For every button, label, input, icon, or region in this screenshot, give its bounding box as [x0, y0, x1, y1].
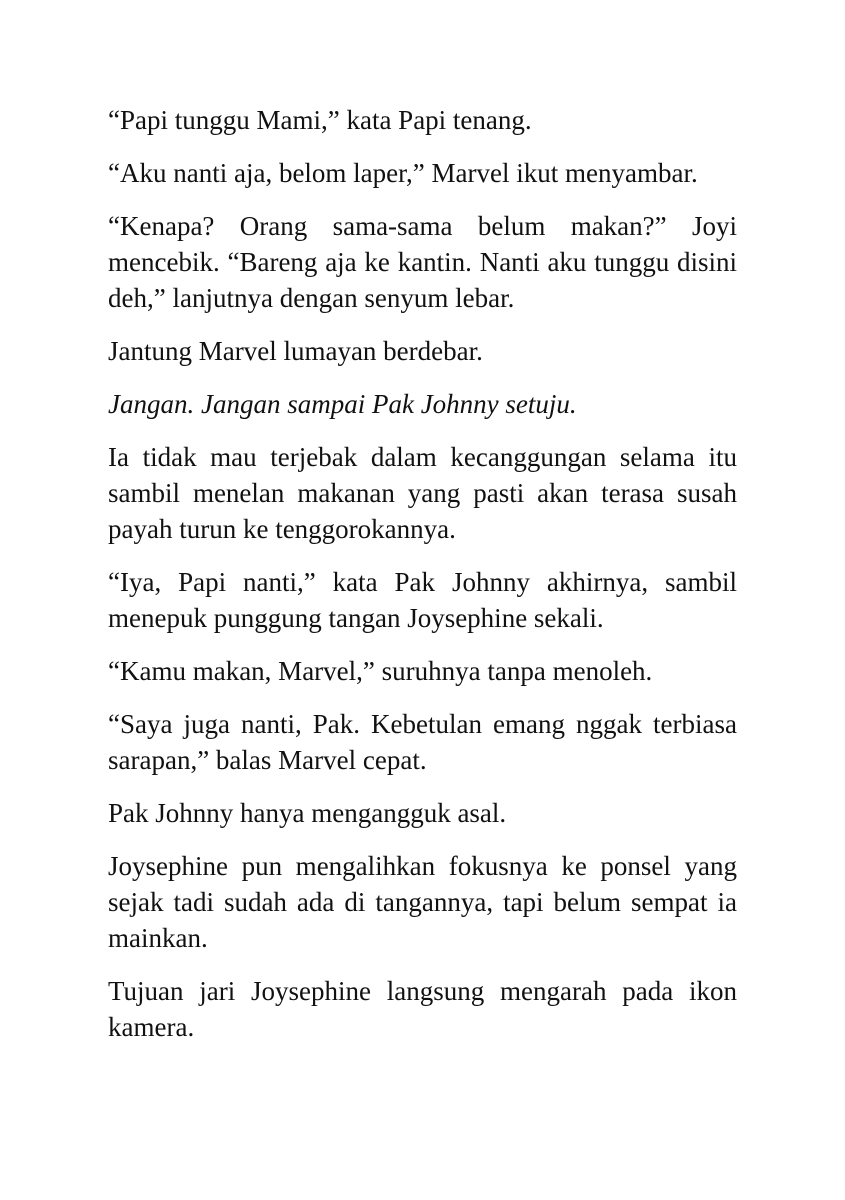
paragraph-6: Ia tidak mau terjebak dalam kecanggungan selama itu sambil menelan makanan yang pasti akan terasa susah payah turun ke tenggorokannya.	[108, 442, 737, 544]
paragraph-2: “Aku nanti aja, belom laper,” Marvel ikut menyambar.	[108, 158, 698, 188]
paragraph-5-italic-thought: Jangan. Jangan sampai Pak Johnny setuju.	[108, 389, 577, 419]
paragraph-12: Tujuan jari Joysephine langsung mengarah pada ikon kamera.	[108, 976, 737, 1042]
paragraph-7: “Iya, Papi nanti,” kata Pak Johnny akhirnya, sambil menepuk punggung tangan Joysephine sekali.	[108, 567, 737, 633]
paragraph-1: “Papi tunggu Mami,” kata Papi tenang.	[108, 105, 532, 135]
paragraph-11: Joysephine pun mengalihkan fokusnya ke ponsel yang sejak tadi sudah ada di tangannya, tapi belum sempat ia mainkan.	[108, 851, 737, 953]
paragraph-4: Jantung Marvel lumayan berdebar.	[108, 336, 483, 366]
paragraph-3: “Kenapa? Orang sama-sama belum makan?” Joyi mencebik. “Bareng aja ke kantin. Nanti aku tunggu disini deh,” lanjutnya dengan senyum lebar.	[108, 211, 737, 313]
paragraph-9: “Saya juga nanti, Pak. Kebetulan emang nggak terbiasa sarapan,” balas Marvel cepat.	[108, 709, 737, 775]
paragraph-10: Pak Johnny hanya mengangguk asal.	[108, 798, 507, 828]
story-text	[108, 102, 737, 1062]
paragraph-8: “Kamu makan, Marvel,” suruhnya tanpa menoleh.	[108, 656, 653, 686]
